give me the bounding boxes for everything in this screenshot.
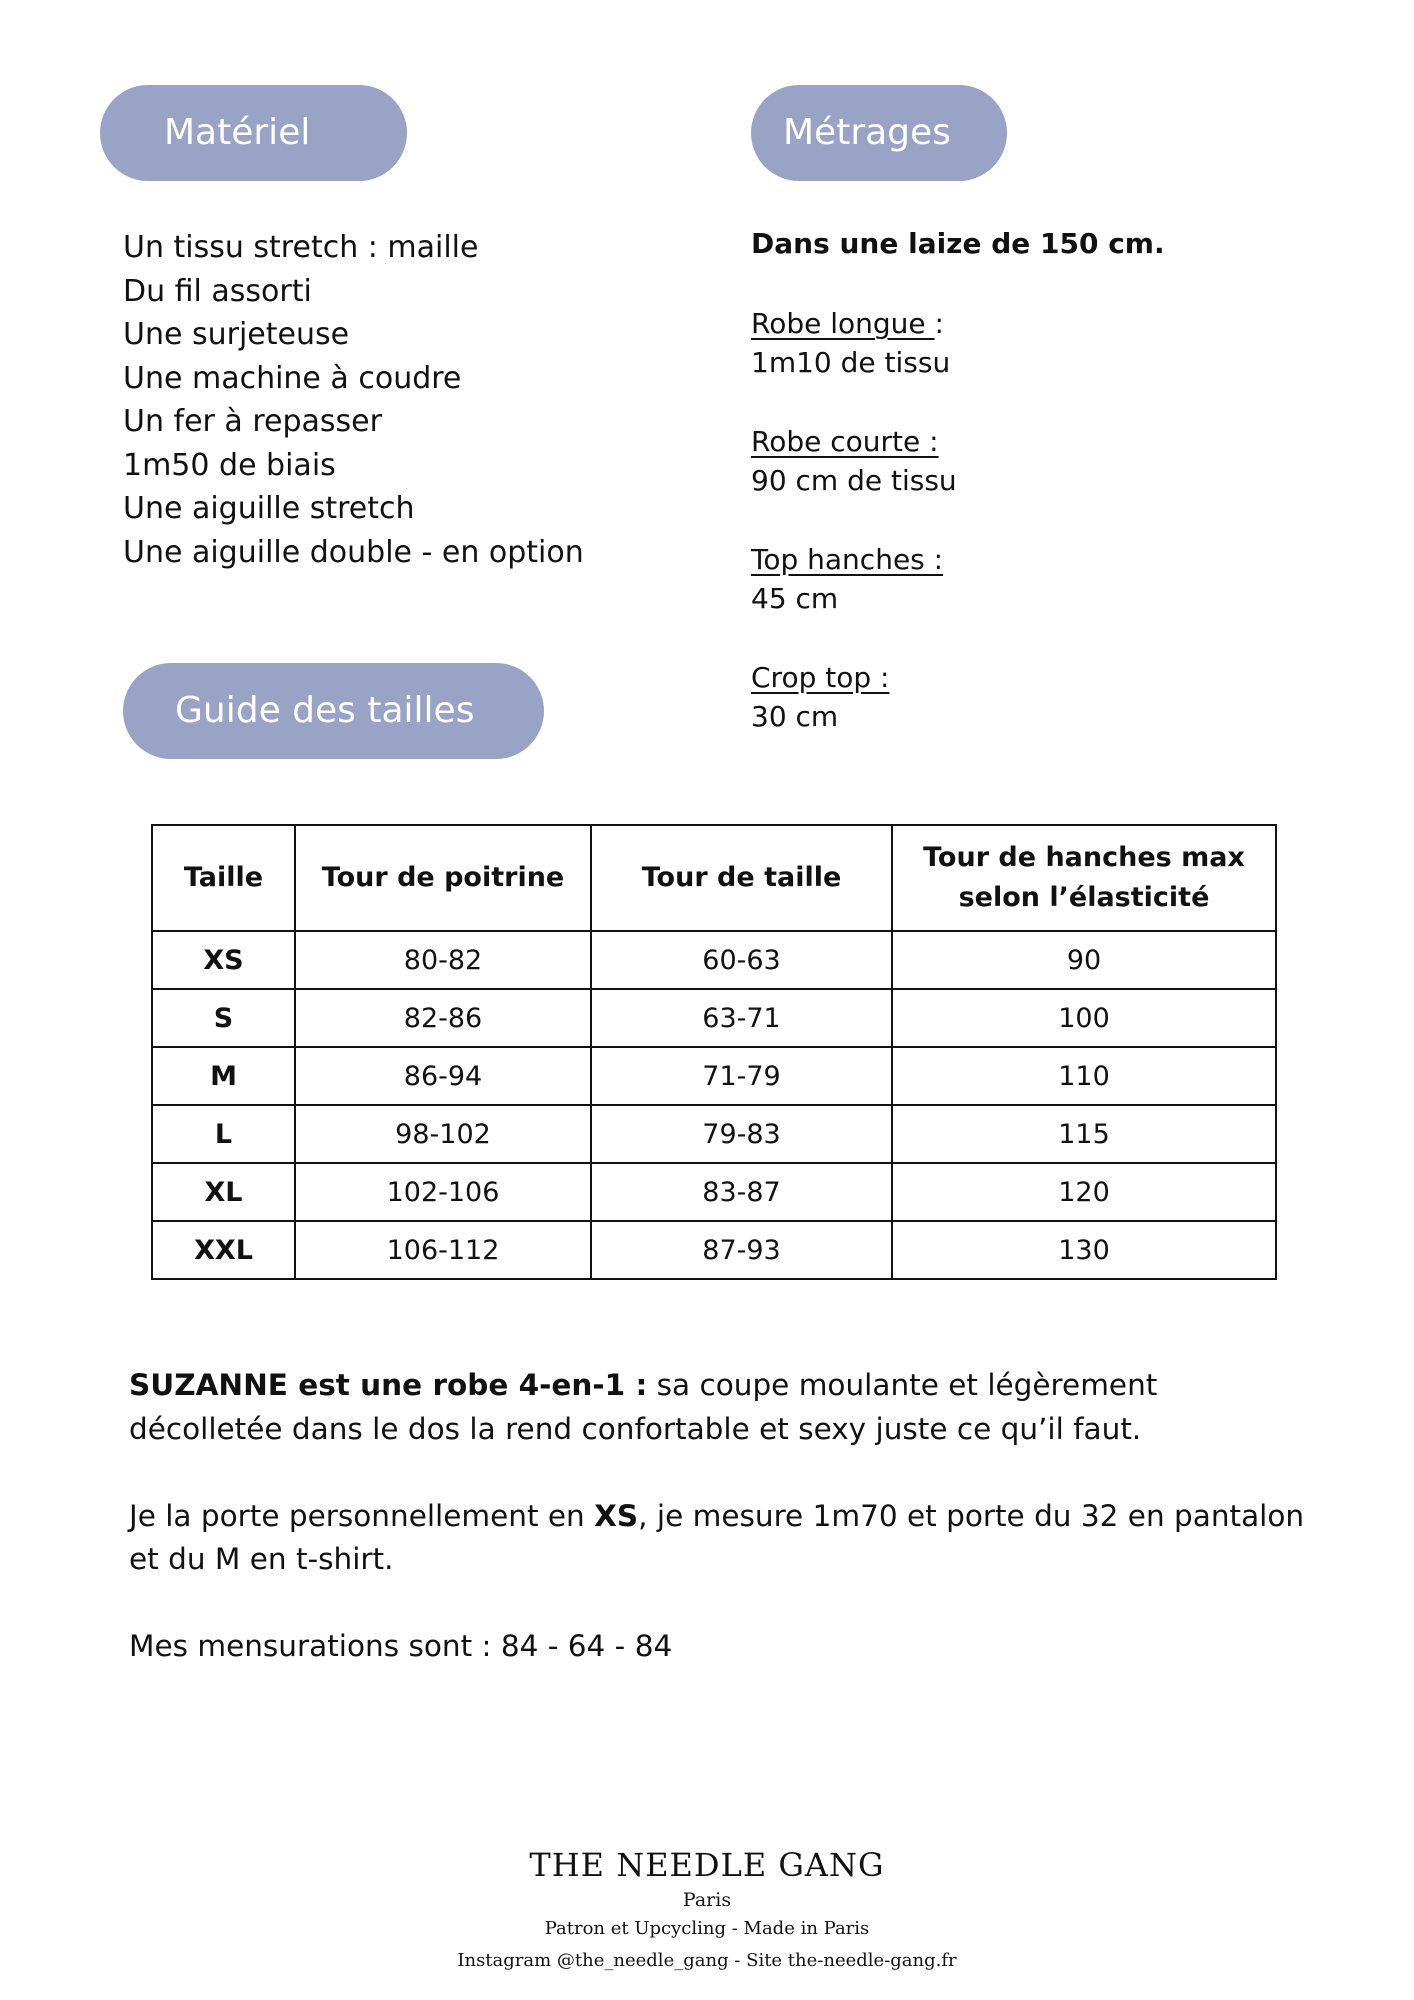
description-measurements: Mes mensurations sont : 84 - 64 - 84 — [129, 1629, 673, 1663]
materiel-item: Une aiguille stretch — [123, 491, 415, 526]
materiel-heading: Matériel — [100, 85, 407, 181]
waist-cell: 71-79 — [591, 1047, 892, 1105]
waist-cell: 79-83 — [591, 1105, 892, 1163]
materiel-item: 1m50 de biais — [123, 447, 336, 483]
materiel-item: Un fer à repasser — [123, 404, 382, 439]
chest-cell: 86-94 — [295, 1047, 591, 1105]
header-size: Taille — [152, 825, 295, 931]
header-waist: Tour de taille — [591, 825, 892, 931]
metrage-label: Robe longue — [751, 307, 935, 340]
brand-city: Paris — [682, 1889, 732, 1911]
hips-cell: 110 — [892, 1047, 1276, 1105]
metrage-entry — [751, 422, 1165, 500]
chest-cell: 98-102 — [295, 1105, 591, 1163]
size-table-header-row — [152, 825, 1276, 931]
description-intro-bold: SUZANNE est une robe 4-en-1 : — [129, 1368, 648, 1402]
metrage-entry — [751, 658, 1165, 736]
description-fit-size: XS — [594, 1498, 639, 1533]
brand-logo: THE NEEDLE GANG — [529, 1846, 885, 1884]
waist-cell: 63-71 — [591, 989, 892, 1047]
size-cell: M — [152, 1047, 295, 1105]
size-cell: L — [152, 1105, 295, 1163]
materiel-item: Une surjeteuse — [123, 317, 350, 352]
table-row — [152, 1047, 1276, 1105]
size-guide-heading: Guide des tailles — [123, 663, 544, 759]
description-fit-text-end: , je mesure 1m70 et porte du 32 en pantalon et du M en t-shirt. — [129, 1498, 1305, 1576]
chest-cell: 102-106 — [295, 1163, 591, 1221]
table-row — [152, 989, 1276, 1047]
metrage-label-suffix: : — [934, 307, 944, 340]
header-hips — [892, 825, 1276, 931]
metrage-label: Top hanches : — [751, 543, 944, 576]
materiel-item: Du fil assorti — [123, 273, 312, 309]
table-row — [152, 1105, 1276, 1163]
waist-cell: 60-63 — [591, 931, 892, 989]
description-intro — [129, 1364, 1309, 1451]
table-row — [152, 1163, 1276, 1221]
table-row — [152, 1221, 1276, 1279]
waist-cell: 83-87 — [591, 1163, 892, 1221]
chest-cell: 106-112 — [295, 1221, 591, 1279]
brand-social: Instagram @the_needle_gang - Site the-needle-gang.fr — [457, 1950, 957, 1971]
materiel-item: Une aiguille double - en option — [123, 534, 584, 570]
header-chest: Tour de poitrine — [295, 825, 591, 931]
size-table — [151, 824, 1277, 1280]
metrage-entry — [751, 304, 1165, 382]
description — [129, 1364, 1309, 1712]
hips-cell: 90 — [892, 931, 1276, 989]
hips-cell: 120 — [892, 1163, 1276, 1221]
metrages-heading: Métrages — [751, 85, 1007, 181]
hips-cell: 115 — [892, 1105, 1276, 1163]
chest-cell: 80-82 — [295, 931, 591, 989]
materiel-list — [123, 226, 584, 574]
description-intro-rest: sa coupe moulante et légèrement décolletée dans le dos la rend confortable et sexy juste ce qu’il faut. — [129, 1368, 1158, 1446]
description-fit — [129, 1495, 1309, 1582]
metrage-value: 30 cm — [751, 700, 839, 733]
waist-cell: 87-93 — [591, 1221, 892, 1279]
metrage-value: 1m10 de tissu — [751, 346, 951, 379]
materiel-item: Une machine à coudre — [123, 360, 462, 396]
size-cell: XL — [152, 1163, 295, 1221]
materiel-item: Un tissu stretch : maille — [123, 230, 479, 265]
metrage-value: 45 cm — [751, 582, 839, 615]
table-row — [152, 931, 1276, 989]
size-cell: XS — [152, 931, 295, 989]
fabric-width-note: Dans une laize de 150 cm. — [751, 227, 1165, 260]
metrage-entry — [751, 540, 1165, 618]
footer — [0, 1844, 1414, 1978]
description-fit-text: Je la porte personnellement en — [129, 1498, 595, 1533]
chest-cell: 82-86 — [295, 989, 591, 1047]
metrage-label: Crop top : — [751, 661, 890, 694]
header-hips-line1: Tour de hanches max — [923, 842, 1245, 873]
size-cell: XXL — [152, 1221, 295, 1279]
hips-cell: 100 — [892, 989, 1276, 1047]
metrage-label: Robe courte : — [751, 425, 939, 458]
metrages-section — [751, 224, 1165, 776]
hips-cell: 130 — [892, 1221, 1276, 1279]
size-cell: S — [152, 989, 295, 1047]
header-hips-line2: selon l’élasticité — [958, 882, 1210, 913]
metrage-value: 90 cm de tissu — [751, 464, 957, 497]
brand-tagline: Patron et Upcycling - Made in Paris — [544, 1918, 870, 1939]
